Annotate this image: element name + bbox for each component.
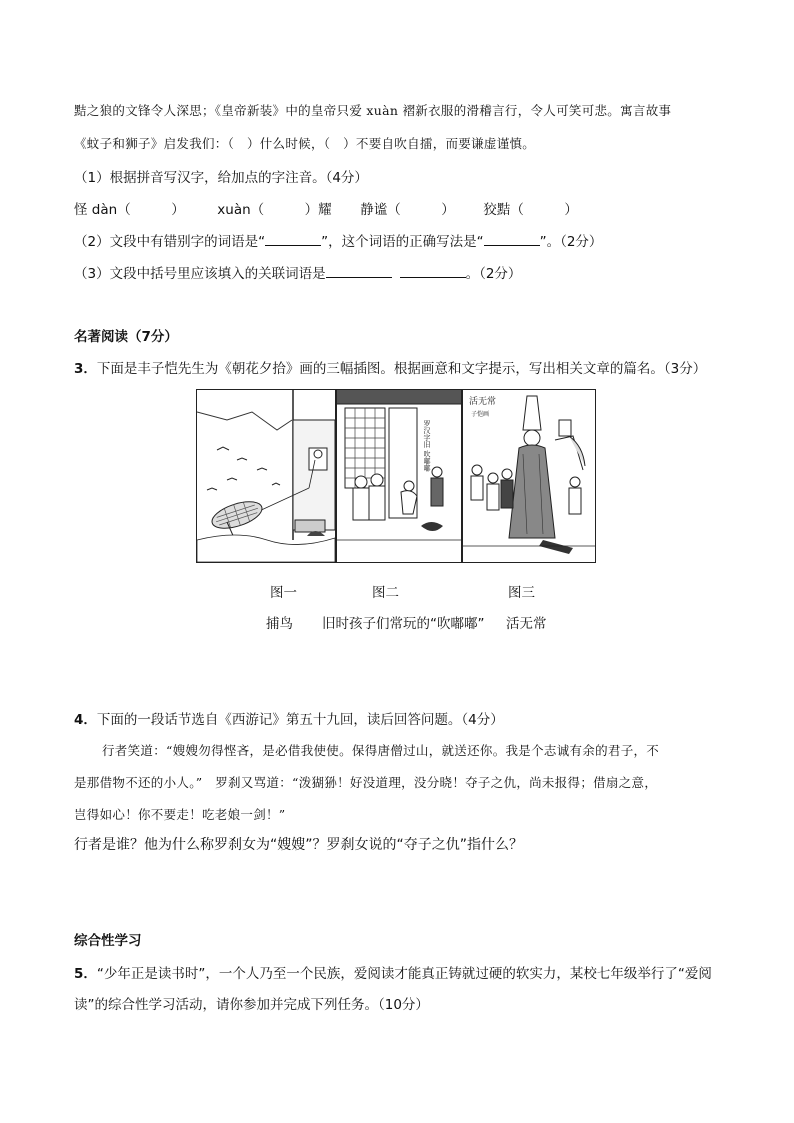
pinyin-row: [74, 198, 634, 218]
subquestion-2-part-a: （2）文段中有错别字的词语是“: [74, 234, 266, 250]
answer-blank-conj-1[interactable]: [326, 265, 392, 278]
subquestion-2: [74, 230, 602, 250]
pinyin-item-2: xuàn（ ）耀: [217, 202, 332, 218]
figure-label-2: 图二: [372, 585, 399, 601]
passage-line-2: 《蚊子和狮子》启发我们：（ ）什么时候，（ ）不要自吹自擂，而要谦虚谨慎。: [74, 136, 536, 151]
question-5-line-2: 读”的综合性学习活动，请你参加并完成下列任务。（10分）: [74, 997, 429, 1013]
question-5-number: 5．: [74, 966, 97, 982]
subquestion-2-part-b: ”，这个词语的正确写法是“: [321, 234, 484, 250]
quote-line-1: 行者笑道：“嫂嫂勿得悭吝，是必借我使使。保得唐僧过山，就送还你。我是个志诚有余的君子，不: [102, 743, 660, 758]
question-5-text-1: “少年正是读书时”，一个人乃至一个民族，爱阅读才能真正铸就过硬的软实力，某校七年级举行了“爱阅: [96, 966, 712, 982]
answer-blank-wrong-word[interactable]: [265, 233, 321, 246]
panel-2-inscription: 罗汉字旧 吹嘟嘟: [423, 420, 431, 472]
children-playing-drawing: [337, 390, 461, 562]
figure-label-1: 图一: [270, 585, 297, 601]
panel-3-title: 活无常: [469, 397, 497, 407]
question-4: [74, 708, 504, 728]
panel-3-sub: 子恺画: [471, 411, 490, 418]
question-3-text: 下面是丰子恺先生为《朝花夕拾》画的三幅插图。根据画意和文字提示，写出相关文章的篇名。（3分）: [96, 361, 707, 377]
answer-blank-conj-2[interactable]: [400, 265, 466, 278]
passage-line-1: 黠之狼的文锋令人深思；《皇帝新装》中的皇帝只爱 xuàn 褶新衣服的滑稽言行，令人可笑可悲。寓言故事: [74, 103, 672, 118]
answer-blank-correct-word[interactable]: [484, 233, 540, 246]
bird-catching-drawing: [197, 390, 335, 562]
hint-2: 旧时孩子们常玩的“吹嘟嘟”: [322, 616, 485, 632]
question-5-line-1: [74, 962, 712, 982]
pinyin-item-4: 狡黠（ ）: [483, 202, 578, 218]
huo-wuchang-drawing: [463, 390, 595, 562]
pinyin-item-1: 怪 dàn（ ）: [74, 202, 185, 218]
question-4-text: 下面的一段话节选自《西游记》第五十九回，读后回答问题。（4分）: [96, 712, 504, 728]
section-heading-comprehensive: 综合性学习: [74, 933, 142, 949]
question-3: [74, 357, 706, 377]
question-4-number: 4．: [74, 712, 97, 728]
subquestion-3-part-b: 。（2分）: [465, 266, 522, 282]
subquestion-3: [74, 262, 521, 282]
question-3-number: 3．: [74, 361, 97, 377]
illustration-bird-catching: [196, 389, 336, 563]
illustration-panels: [196, 389, 596, 563]
pinyin-item-3: 静谧（ ）: [360, 202, 455, 218]
quote-line-3: 岂得如心！你不要走！吃老娘一剑！”: [74, 807, 286, 822]
hint-3: 活无常: [506, 616, 547, 632]
subquestion-2-part-c: ”。（2分）: [539, 234, 603, 250]
illustration-huo-wuchang: [462, 389, 596, 563]
subquestion-3-part-a: （3）文段中括号里应该填入的关联词语是: [74, 266, 326, 282]
illustration-children-playing: [336, 389, 462, 563]
quote-line-2: 是那借物不还的小人。” 罗刹又骂道：“泼猢狲！好没道理，没分晓！夺子之仇，尚未报得；借扇之意，: [74, 775, 658, 790]
figure-label-3: 图三: [508, 585, 535, 601]
hint-1: 捕鸟: [266, 616, 293, 632]
question-4-prompt: 行者是谁？他为什么称罗刹女为“嫂嫂”？罗刹女说的“夺子之仇”指什么？: [74, 837, 524, 853]
subquestion-1: （1）根据拼音写汉字，给加点的字注音。（4分）: [74, 170, 368, 186]
section-heading-classics: 名著阅读（7分）: [74, 329, 178, 345]
